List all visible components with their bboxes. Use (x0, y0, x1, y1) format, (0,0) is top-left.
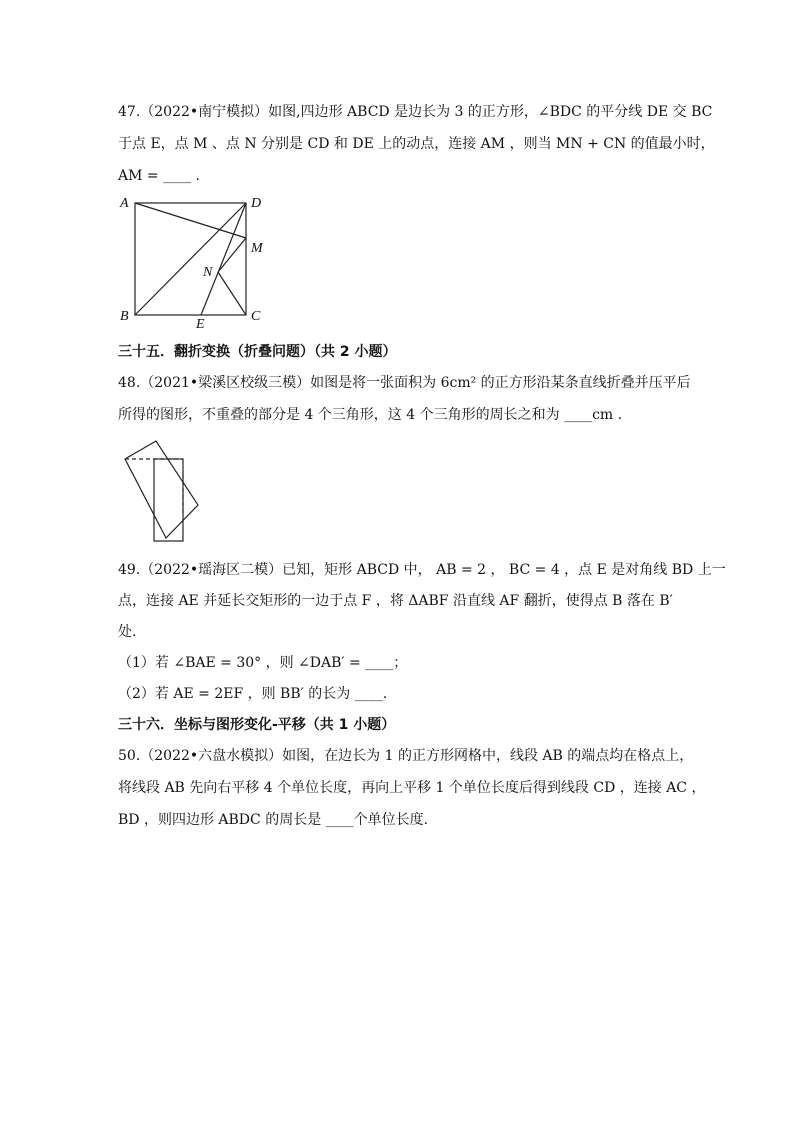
fold-rectangle (154, 459, 183, 541)
label-c: C (251, 309, 261, 324)
q47-line-1: 47.（2022•南宁模拟）如图,四边形 ABCD 是边长为 3 的正方形，∠BDC 的平分线 DE 交 BC (118, 104, 713, 120)
q50-line-1: 50.（2022•六盘水模拟）如图，在边长为 1 的正方形网格中，线段 AB 的端点均在格点上， (118, 748, 694, 764)
q47-square-figure (115, 192, 275, 332)
q50-line-2: 将线段 AB 先向右平移 4 个单位长度，再向上平移 1 个单位长度后得到线段 CD ，连接 AC ， (118, 780, 706, 796)
q49-line-1: 49.（2022•瑶海区二模）已知，矩形 ABCD 中， AB = 2 ， BC = 4 ，点 E 是对角线 BD 上一 (118, 562, 726, 578)
segment-mn (218, 238, 246, 272)
section-35-heading: 三十五．翻折变换（折叠问题）（共 2 小题） (118, 344, 397, 360)
q50-line-3: BD ，则四边形 ABDC 的周长是 ____个单位长度. (118, 812, 429, 828)
section-36-heading: 三十六．坐标与图形变化-平移（共 1 小题） (118, 717, 396, 733)
q47-line-3: AM = ____ . (118, 168, 200, 184)
q48-line-1: 48.（2021•梁溪区校级三模）如图是将一张面积为 6cm² 的正方形沿某条直线折叠并压平后 (118, 375, 691, 391)
label-m: M (251, 241, 263, 256)
q48-line-2: 所得的图形，不重叠的部分是 4 个三角形，这 4 个三角形的周长之和为 ____cm . (118, 407, 623, 423)
segment-nc (218, 272, 246, 315)
label-e: E (196, 317, 205, 332)
q47-line-2: 于点 E，点 M 、点 N 分别是 CD 和 DE 上的动点，连接 AM ，则当 MN + CN 的值最小时， (118, 136, 715, 152)
segment-de (201, 203, 246, 315)
q48-fold-figure (118, 436, 208, 546)
label-n: N (203, 265, 213, 280)
q49-part-2: （2）若 AE = 2EF ，则 BB′ 的长为 ____. (118, 686, 388, 702)
label-d: D (251, 196, 262, 211)
label-a: A (120, 196, 129, 211)
q49-part-1: （1）若 ∠BAE = 30° ，则 ∠DAB′ = ____； (118, 655, 408, 671)
q49-line-2: 点，连接 AE 并延长交矩形的一边于点 F ，将 ΔABF 沿直线 AF 翻折，使得点 B 落在 B′ (118, 593, 673, 609)
q49-line-3: 处. (118, 624, 137, 640)
fold-square-outline (125, 441, 198, 538)
label-b: B (120, 309, 129, 324)
